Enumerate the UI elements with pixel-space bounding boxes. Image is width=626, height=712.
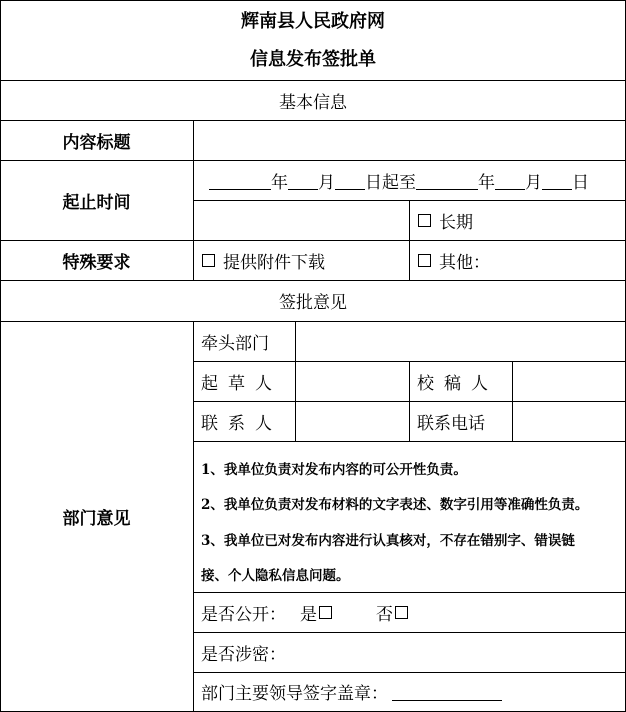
public-yes-checkbox[interactable]: [319, 606, 332, 619]
phone-field[interactable]: [513, 402, 625, 441]
content-title-label: 内容标题: [62, 132, 131, 153]
section-basic-info: 基本信息: [279, 92, 347, 113]
public-no-label: 否: [376, 604, 393, 625]
end-day-blank[interactable]: [542, 171, 572, 190]
public-no-checkbox[interactable]: [395, 606, 408, 619]
start-day-blank[interactable]: [335, 171, 365, 190]
grid-line: [0, 0, 626, 1]
attachment-checkbox[interactable]: [202, 254, 215, 267]
long-term-label: 长期: [439, 212, 473, 233]
signature-row: [201, 672, 625, 711]
public-row: [201, 592, 625, 632]
long-term-option[interactable]: [416, 200, 625, 240]
section-approval: 签批意见: [279, 293, 347, 313]
lead-dept-label: 牵头部门: [201, 333, 269, 354]
statement-1: 1、我单位负责对发布内容的可公开性负责。: [201, 462, 467, 478]
special-req-label: 特殊要求: [62, 252, 131, 273]
lead-dept-field[interactable]: [296, 322, 625, 361]
grid-line: [409, 361, 410, 441]
period-label: 起止时间: [62, 192, 131, 213]
grid-line: [409, 200, 410, 280]
end-month-blank[interactable]: [495, 171, 525, 190]
public-label: 是否公开：: [201, 604, 286, 625]
content-title-field[interactable]: [194, 121, 625, 160]
contact-label: 联系人: [201, 413, 282, 434]
other-option[interactable]: [416, 240, 625, 280]
month-label: 月: [318, 172, 335, 193]
form-title: 信息发布签批单: [250, 49, 376, 70]
dept-opinion-label: 部门意见: [62, 509, 131, 529]
signature-label: 部门主要领导签字盖章：: [201, 684, 388, 704]
start-year-blank[interactable]: [209, 171, 271, 190]
statement-3-cont: 接、个人隐私信息问题。: [201, 568, 350, 584]
grid-line: [193, 441, 626, 442]
statement-3: 3、我单位已对发布内容进行认真核对，不存在错别字、错误链: [201, 533, 575, 549]
public-yes-label: 是: [300, 604, 317, 625]
start-month-blank[interactable]: [288, 171, 318, 190]
signature-blank[interactable]: [392, 682, 502, 701]
site-title: 辉南县人民政府网: [241, 11, 385, 32]
drafter-label: 起草人: [201, 373, 282, 394]
period-dates[interactable]: [209, 160, 625, 200]
grid-line: [193, 321, 194, 712]
phone-label: 联系电话: [417, 413, 485, 434]
secret-label: 是否涉密：: [201, 644, 286, 665]
end-day-label: 日: [572, 172, 589, 193]
drafter-field[interactable]: [296, 362, 409, 401]
attachment-option[interactable]: [200, 240, 409, 280]
year-label: 年: [271, 172, 288, 193]
statement-2: 2、我单位负责对发布材料的文字表述、数字引用等准确性负责。: [201, 497, 589, 513]
contact-field[interactable]: [296, 402, 409, 441]
other-label: 其他：: [439, 252, 490, 273]
attachment-label: 提供附件下载: [223, 252, 325, 273]
long-term-checkbox[interactable]: [418, 214, 431, 227]
start-day-label: 日起至: [365, 172, 416, 193]
proofreader-label: 校稿人: [417, 373, 498, 394]
month-label: 月: [525, 172, 542, 193]
other-checkbox[interactable]: [418, 254, 431, 267]
year-label: 年: [478, 172, 495, 193]
end-year-blank[interactable]: [416, 171, 478, 190]
proofreader-field[interactable]: [513, 362, 625, 401]
